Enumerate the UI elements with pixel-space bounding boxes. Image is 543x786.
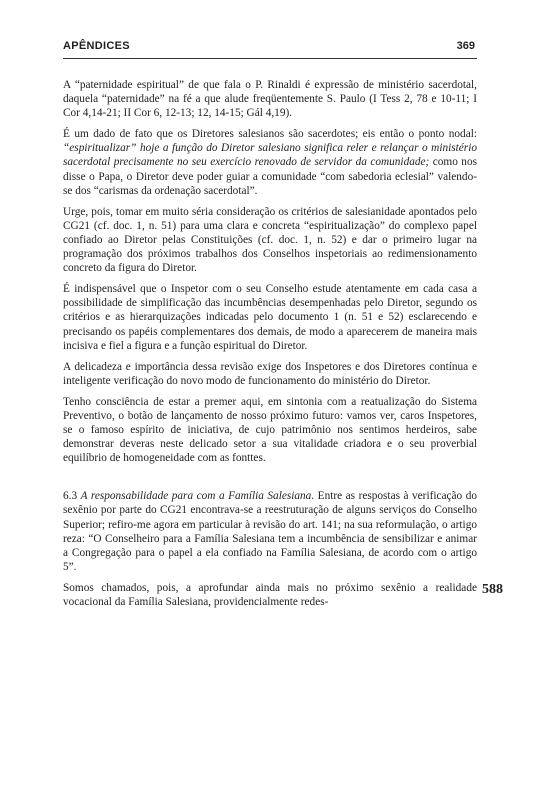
paragraph: [63, 78, 477, 120]
text-segment: Entre as respostas à verificação do sexênio por parte do CG21 encontrava-se a reestruturação de alguns serviços do Conselho Superior; refiro-me agora em particular à revisão do art. 141; na sua reformulação, o artigo reza: “O Conselheiro para a Família Salesiana tem a incumbência de sensibilizar e animar a Congregação para o papel a ela confiado na Família Salesiana, de acordo com o artigo 5”.: [63, 490, 477, 573]
italic-text-segment: A responsabilidade para com a Família Salesiana.: [80, 490, 315, 503]
text-segment: A “paternidade espiritual” de que fala o P. Rinaldi é expressão de ministério sacerdotal, daquela “paternidade” na fé a que alude freqüentemente S. Paulo (I Tess 2, 78 e 10-11; I Cor 4,14-21; II Cor 6, 12-13; 12, 14-15; Gál 4,19).: [63, 79, 477, 120]
paragraph: [63, 205, 477, 275]
text-segment: É indispensável que o Inspetor com o seu Conselho estude atentamente em cada casa a possibilidade de simplificação das incumbências desempenhadas pelo Diretor, segundo os critérios e as hierarquizações indicadas pelo documento 1 (n. 51 e 52) esclarecendo e precisando os papéis complementares dos demais, de modo a aparecerem de maneira mais incisiva e fiel a figura e a função espiritual do Diretor.: [63, 283, 477, 352]
body-text: [63, 78, 477, 616]
text-segment: 6.3: [63, 490, 81, 503]
text-segment: Somos chamados, pois, a aprofundar ainda mais no próximo sexênio a realidade vocacional da Família Salesiana, providencialmente redes-: [63, 581, 477, 608]
text-segment: Urge, pois, tomar em muito séria consideração os critérios de salesianidade apontados pelo CG21 (cf. doc. 1, n. 51) para uma clara e concreta “espiritualização” do complexo papel confiado ao Diretor pelas Constituições (cf. doc. 1, n. 52) e dar o primeiro lugar na programação dos próximos trabalhos dos Conselhos inspetoriais ao redimensionamento concreto da figura do Diretor.: [63, 205, 477, 275]
page-number: 369: [456, 40, 475, 52]
text-segment: A delicadeza e importância dessa revisão exige dos Inspetores e dos Diretores contínua e inteligente verificação do novo modo de funcionamento do ministério do Diretor.: [63, 360, 477, 387]
italic-text-segment: “espiritualizar” hoje a função do Diretor salesiano significa reler e relançar o ministério sacerdotal precisamente no seu exercício renovado de servidor da comunidade;: [63, 142, 477, 169]
running-header: [63, 38, 477, 59]
paragraph: [63, 489, 477, 574]
text-segment: como nos disse o Papa, o Diretor deve poder guiar a comunidade “com sabedoria eclesial” valendo-se dos “carismas da ordenação sacerdotal”.: [63, 156, 477, 197]
paragraph: [63, 127, 477, 197]
running-header-title: APÊNDICES: [63, 40, 130, 52]
text-segment: Tenho consciência de estar a premer aqui, em sintonia com a reatualização do Sistema Preventivo, o botão de lançamento de nosso próximo futuro: vamos ver, caros Inspetores, se o famoso espírito de iniciativa, de cujo patrimônio nos sentimos herdeiros, sabe demonstrar deveras neste delicado setor a sua vitalidade criadora e o seu proverbial equilíbrio de homogeneidade com as fonttes.: [63, 395, 477, 465]
text-segment: É um dado de fato que os Diretores salesianos são sacerdotes; eis então o ponto nodal:: [63, 128, 477, 141]
paragraph: [63, 581, 477, 609]
paragraph: [63, 282, 477, 352]
margin-paragraph-number: 588: [482, 582, 503, 597]
paragraph: [63, 395, 477, 465]
paragraph: [63, 360, 477, 388]
